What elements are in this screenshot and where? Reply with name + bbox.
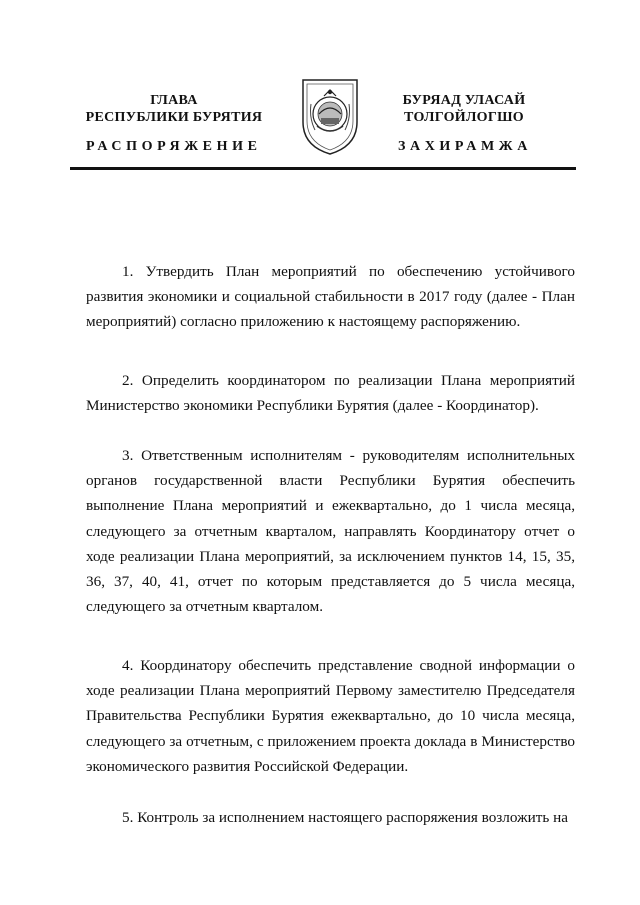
paragraph-4: 4. Координатору обеспечить представление сводной информации о ходе реализации Плана мероприятий Первому заместителю Председателя Правительства Республики Бурятия ежеквартально, до 10 числа месяца, следующего за отчетным, с приложением проекта доклада в Министерство экономического развития Российской Федерации. <box>86 657 575 775</box>
paragraph-2: 2. Определить координатором по реализации Плана мероприятий Министерство экономики Республики Бурятия (далее - Координатор). <box>86 372 575 415</box>
header-left-block <box>84 92 264 126</box>
header-right-line1: БУРЯАД УЛАСАЙ <box>402 93 526 108</box>
coat-of-arms-icon <box>295 74 365 158</box>
header-left-line2: РЕСПУБЛИКИ БУРЯТИЯ <box>85 110 263 125</box>
document-type-russian: РАСПОРЯЖЕНИЕ <box>86 139 262 154</box>
document-type-buryat: ЗАХИРАМЖА <box>398 139 532 154</box>
header-divider <box>70 167 576 170</box>
paragraph-5: 5. Контроль за исполнением настоящего распоряжения возложить на <box>122 809 568 826</box>
paragraph-1: 1. Утвердить План мероприятий по обеспечению устойчивого развития экономики и социальной стабильности в 2017 году (далее - План мероприятий) согласно приложению к настоящему распоряжению. <box>86 263 575 331</box>
header-right-block <box>385 92 543 126</box>
paragraph-3: 3. Ответственным исполнителям - руководителям исполнительных органов государственной власти Республики Бурятия обеспечить выполнение Плана мероприятий и ежеквартально, до 1 числа месяца, следующего за отчетным кварталом, направлять Координатору отчет о ходе реализации Плана мероприятий, за исключением пунктов 14, 15, 35, 36, 37, 40, 41, отчет по которым представляется до 5 числа месяца, следующего за отчетным кварталом. <box>86 447 575 616</box>
header-left-line1: ГЛАВА <box>150 93 198 108</box>
header-right-line2: ТОЛГОЙЛОГШО <box>404 110 524 125</box>
